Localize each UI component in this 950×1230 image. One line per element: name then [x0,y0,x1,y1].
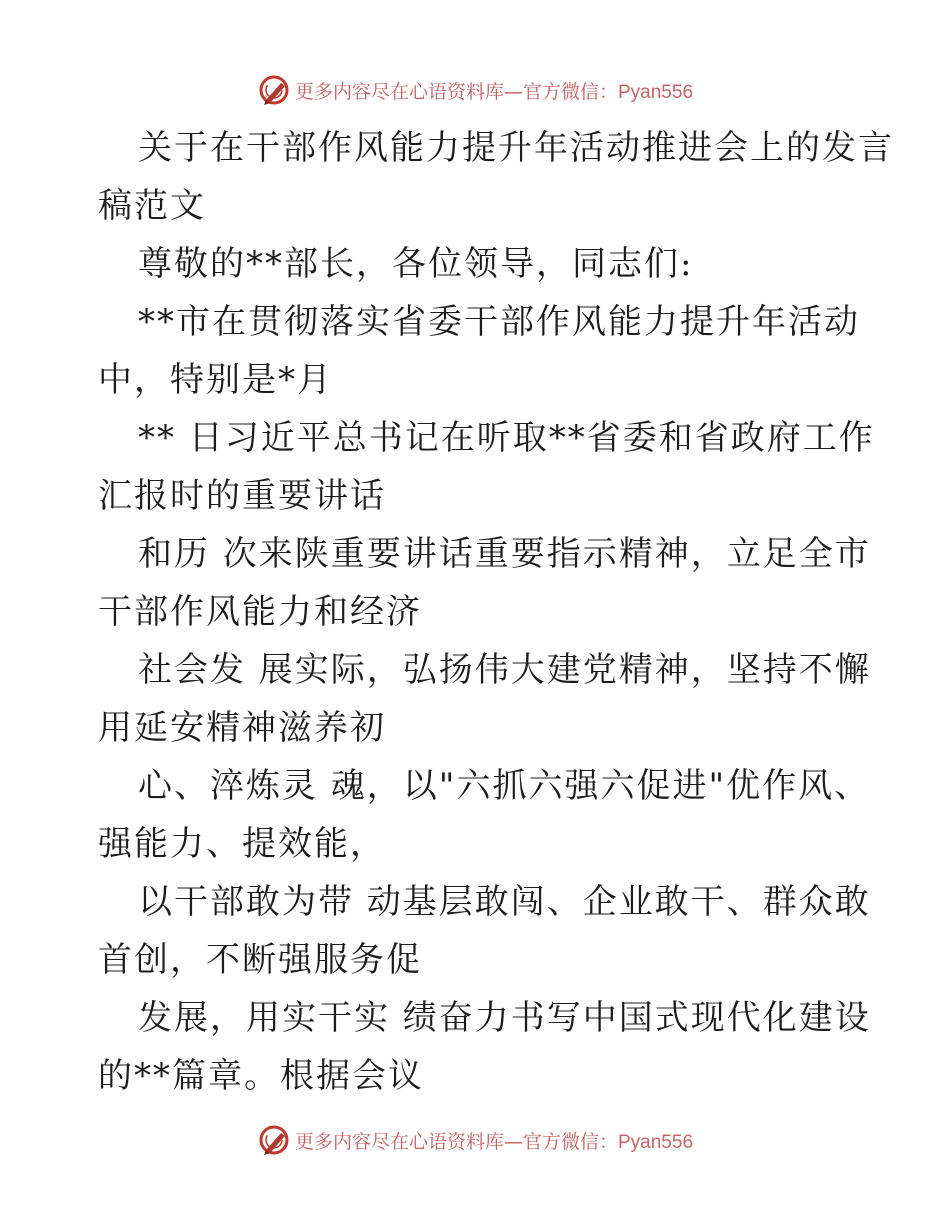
paragraph-line: 发展，用实干实 绩奋力书写中国式现代化建设 [138,998,871,1038]
title-line-2: 稿范文 [98,186,206,226]
footer-banner-inner [257,1123,693,1157]
paragraph-line: 用延安精神滋养初 [98,708,386,748]
footer-banner-wechat-id: Pyan556 [618,1131,694,1153]
footer-banner-label: 更多内容尽在心语资料库—官方微信： [294,1130,618,1153]
header-banner-text [295,77,693,104]
header-banner-label: 更多内容尽在心语资料库—官方微信： [294,80,618,103]
paragraph-line: 的**篇章。根据会议 [98,1056,424,1096]
paragraph-line: 尊敬的**部长，各位领导，同志们: [138,244,694,284]
red-pen-circle-logo-icon [257,73,291,107]
footer-banner-text [295,1127,693,1154]
paragraph-line: 心、淬炼灵 魂，以"六抓六强六促进"优作风、 [138,766,871,806]
paragraph-line: 和历 次来陕重要讲话重要指示精神，立足全市 [138,534,871,574]
paragraph-line: 汇报时的重要讲话 [98,476,386,516]
paragraph-line: 干部作风能力和经济 [98,592,422,632]
paragraph-line: 社会发 展实际，弘扬伟大建党精神，坚持不懈 [138,650,871,690]
red-pen-circle-logo-icon [257,1123,291,1157]
paragraph-line: ** 日习近平总书记在听取**省委和省政府工作 [138,418,875,458]
paragraph-line: 中，特别是*月 [98,360,333,400]
paragraph-line: 首创，不断强服务促 [98,940,422,980]
footer-banner [0,1120,950,1160]
paragraph-line: 以干部敢为带 动基层敢闯、企业敢干、群众敢 [138,882,871,922]
title-line-1: 关于在干部作风能力提升年活动推进会上的发言 [138,128,894,168]
header-banner-inner [257,73,693,107]
header-banner-wechat-id: Pyan556 [618,81,694,103]
paragraph-line: **市在贯彻落实省委干部作风能力提升年活动 [138,302,860,342]
paragraph-line: 强能力、提效能， [98,824,386,864]
header-banner [0,70,950,110]
